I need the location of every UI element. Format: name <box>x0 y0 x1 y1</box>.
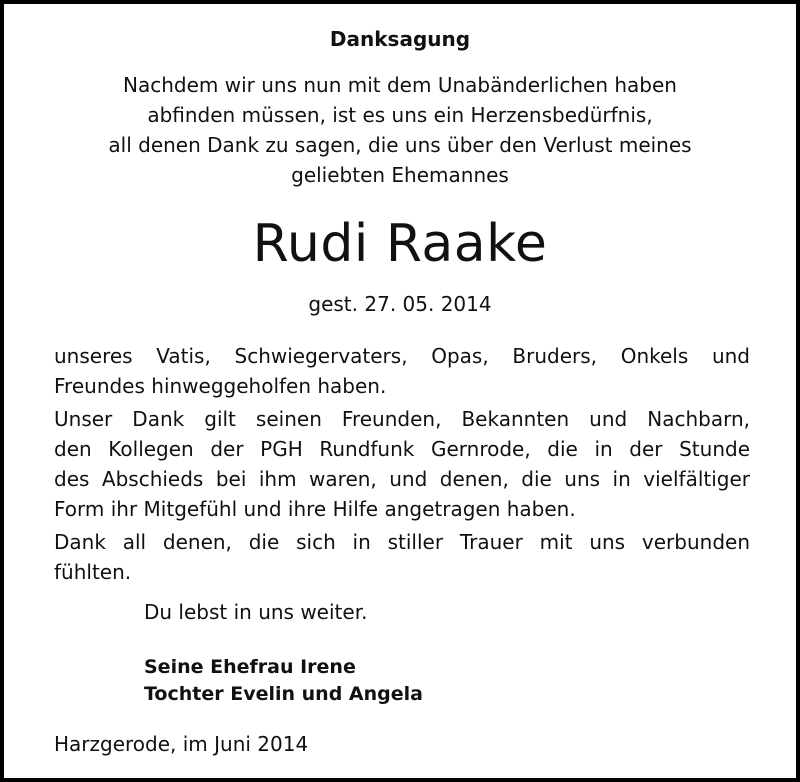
intro-line: geliebten Ehemannes <box>291 163 509 187</box>
notice-heading: Danksagung <box>329 27 471 51</box>
paragraph-line: Unser Dank gilt seinen Freunden, Bekannten und Nachbarn, <box>54 407 750 431</box>
paragraph-line: des Abschieds bei ihm waren, und denen, die uns in vielfältiger <box>54 467 750 491</box>
deceased-name: Rudi Raake <box>252 214 548 274</box>
death-date: gest. 27. 05. 2014 <box>308 292 492 316</box>
paragraph-line: den Kollegen der PGH Rundfunk Gernrode, die in der Stunde <box>54 437 750 461</box>
paragraph-line: unseres Vatis, Schwiegervaters, Opas, Bruders, Onkels und <box>54 344 750 368</box>
paragraph-line: Form ihr Mitgefühl und ihre Hilfe angetragen haben. <box>54 497 576 521</box>
intro-line: abfinden müssen, ist es uns ein Herzensbedürfnis, <box>147 103 653 127</box>
paragraph-line: Dank all denen, die sich in stiller Trauer mit uns verbunden <box>54 530 750 554</box>
signer-line: Tochter Evelin und Angela <box>144 683 423 705</box>
farewell-line: Du lebst in uns weiter. <box>144 600 368 624</box>
place-date: Harzgerode, im Juni 2014 <box>54 732 309 756</box>
intro-text <box>44 70 756 190</box>
intro-line: all denen Dank zu sagen, die uns über den Verlust meines <box>108 133 692 157</box>
signer-line: Seine Ehefrau Irene <box>144 656 356 678</box>
paragraph-line: fühlten. <box>54 560 132 584</box>
thanks-paragraph <box>54 404 750 524</box>
signers <box>144 654 423 708</box>
family-paragraph <box>54 341 750 401</box>
paragraph-line: Freundes hinweggeholfen haben. <box>54 374 387 398</box>
intro-line: Nachdem wir uns nun mit dem Unabänderlichen haben <box>123 73 677 97</box>
condolence-paragraph <box>54 527 750 587</box>
